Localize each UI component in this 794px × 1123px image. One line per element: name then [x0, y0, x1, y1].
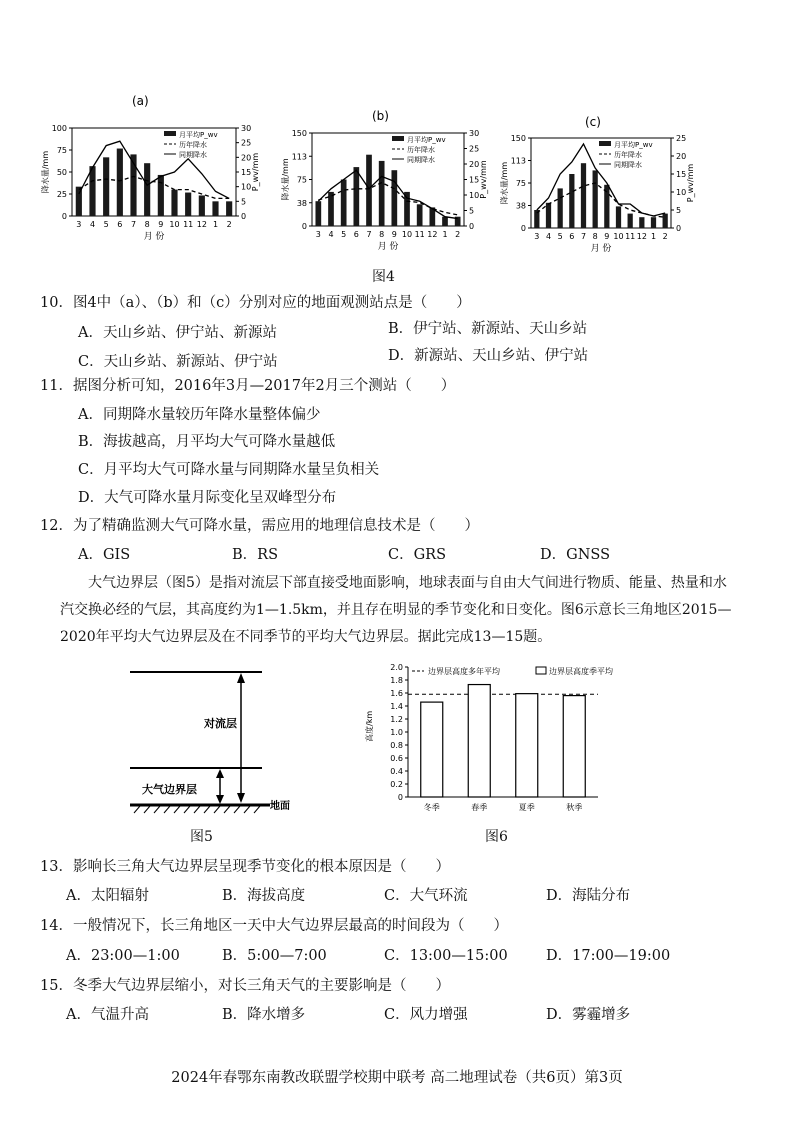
- month-tick-label: 6: [569, 232, 575, 241]
- q14-option-c: C．13:00—15:00: [384, 948, 508, 964]
- q11-option-d: D．大气可降水量月际变化呈双峰型分布: [78, 490, 337, 506]
- pwv-bar: [366, 155, 372, 226]
- month-tick-label: 8: [379, 230, 385, 239]
- page-footer: 2024年春鄂东南教改联盟学校期中联考 高二地理试卷（共6页）第3页: [171, 1070, 623, 1086]
- pwv-bar: [199, 195, 205, 216]
- q12-option-a: A．GIS: [78, 547, 131, 563]
- legend-label: 月平均P_wv: [614, 141, 653, 149]
- troposphere-label: 对流层: [204, 717, 237, 730]
- q13-stem: 13．影响长三角大气边界层呈现季节变化的根本原因是（ ）: [40, 859, 450, 875]
- right-tick-label: 25: [676, 134, 687, 143]
- month-tick-label: 2: [455, 230, 461, 239]
- right-tick-label: 10: [469, 191, 480, 200]
- chart-label: (c): [585, 115, 601, 129]
- right-axis-label: P_wv/mm: [251, 152, 260, 192]
- q14-stem: 14．一般情况下，长三角地区一天中大气边界层最高的时间段为（ ）: [40, 918, 508, 934]
- month-tick-label: 1: [442, 230, 448, 239]
- season-tick-label: 秋季: [566, 803, 583, 812]
- pwv-bar: [569, 174, 574, 228]
- season-bar: [421, 702, 443, 797]
- left-tick-label: 50: [56, 168, 67, 177]
- same-period-precip-line: [79, 141, 229, 198]
- legend-label: 历年降水: [179, 141, 207, 149]
- legend-swatch-pwv: [164, 131, 176, 136]
- month-tick-label: 4: [89, 220, 96, 229]
- month-tick-label: 11: [625, 232, 636, 241]
- legend-swatch-pwv: [599, 141, 611, 146]
- month-tick-label: 12: [636, 232, 647, 241]
- y-axis-label: 高度/km: [365, 710, 374, 742]
- y-tick-label: 0.8: [390, 741, 403, 750]
- ground-hatching: [134, 806, 260, 813]
- month-tick-label: 2: [226, 220, 232, 229]
- plot-frame: [72, 128, 236, 216]
- right-tick-label: 25: [469, 144, 480, 154]
- pwv-bar: [212, 201, 218, 216]
- q15-option-c: C．风力增强: [384, 1007, 468, 1023]
- q15-stem: 15．冬季大气边界层缩小，对长三角天气的主要影响是（ ）: [40, 978, 450, 994]
- right-tick-label: 15: [469, 175, 480, 185]
- season-tick-label: 夏季: [518, 803, 535, 812]
- month-tick-label: 6: [117, 220, 123, 229]
- boundary-arrow-head-down: [216, 795, 224, 804]
- q10-option-d: D．新源站、天山乡站、伊宁站: [388, 348, 589, 364]
- right-tick-label: 0: [241, 212, 247, 221]
- boundary-layer-label: 大气边界层: [142, 783, 197, 796]
- q15-option-b: B．降水增多: [222, 1007, 306, 1023]
- pwv-bar: [639, 217, 644, 228]
- pwv-bar: [158, 175, 164, 216]
- chart-c: [499, 115, 695, 254]
- month-tick-label: 6: [353, 230, 359, 239]
- month-tick-label: 8: [144, 220, 150, 229]
- right-tick-label: 20: [469, 160, 480, 169]
- q10-option-b: B．伊宁站、新源站、天山乡站: [388, 321, 588, 337]
- q12-option-c: C．GRS: [388, 547, 447, 563]
- left-tick-label: 150: [510, 134, 526, 143]
- right-tick-label: 5: [241, 197, 247, 207]
- pwv-bar: [89, 166, 95, 216]
- q12-option-b: B．RS: [232, 547, 279, 563]
- month-tick-label: 7: [366, 230, 372, 239]
- month-tick-label: 12: [427, 230, 438, 239]
- legend-label: 同期降水: [407, 156, 435, 164]
- pwv-bar: [546, 203, 551, 228]
- pwv-bar: [103, 157, 109, 216]
- chart-label: (a): [132, 94, 149, 108]
- q14-option-a: A．23:00—1:00: [66, 948, 180, 964]
- q12-stem: 12．为了精确监测大气可降水量，需应用的地理信息技术是（ ）: [40, 518, 479, 534]
- month-tick-label: 9: [391, 230, 397, 239]
- pwv-bar: [117, 149, 123, 216]
- season-bar: [468, 685, 490, 797]
- season-tick-label: 春季: [471, 803, 488, 812]
- pwv-bar: [616, 206, 621, 228]
- right-axis-label: P_wv/mm: [479, 160, 488, 199]
- left-axis-label: 降水量/mm: [500, 161, 509, 205]
- pwv-bar: [442, 217, 448, 226]
- left-tick-label: 113: [291, 152, 307, 162]
- left-tick-label: 75: [515, 179, 526, 188]
- historical-precip-line: [537, 183, 665, 217]
- same-period-precip-line: [537, 144, 665, 216]
- legend-swatch-season: [536, 667, 546, 674]
- month-tick-label: 3: [76, 220, 82, 229]
- pwv-bar: [353, 167, 359, 226]
- ground-label: 地面: [270, 801, 290, 812]
- right-tick-label: 30: [241, 124, 252, 133]
- y-tick-label: 0.4: [390, 767, 403, 776]
- month-tick-label: 2: [662, 232, 668, 241]
- y-tick-label: 1.0: [390, 728, 403, 737]
- legend-label: 历年降水: [614, 151, 642, 159]
- left-axis-label: 降水量/mm: [41, 150, 50, 194]
- q14-option-b: B．5:00—7:00: [222, 948, 327, 964]
- left-tick-label: 0: [520, 224, 526, 233]
- q11-option-b: B．海拔越高，月平均大气可降水量越低: [78, 434, 336, 450]
- legend: [164, 130, 218, 159]
- pwv-bar: [558, 188, 563, 228]
- boundary-arrow-head-up: [216, 769, 224, 778]
- pwv-bar: [144, 163, 150, 216]
- y-tick-label: 1.6: [390, 689, 403, 698]
- legend-swatch-pwv: [392, 136, 404, 141]
- month-tick-label: 4: [545, 232, 552, 241]
- q15-option-d: D．雾霾增多: [546, 1007, 631, 1023]
- y-tick-label: 0.2: [390, 780, 403, 789]
- left-tick-label: 150: [291, 129, 307, 138]
- y-tick-label: 1.2: [390, 715, 403, 724]
- month-tick-label: 9: [158, 220, 164, 229]
- month-tick-label: 10: [169, 220, 180, 229]
- chart-label: (b): [372, 109, 389, 123]
- left-tick-label: 38: [296, 198, 307, 208]
- pwv-bar: [391, 170, 397, 226]
- right-tick-label: 15: [241, 168, 252, 177]
- legend-label: 同期降水: [614, 161, 642, 169]
- q13-option-d: D．海陆分布: [546, 888, 631, 904]
- right-axis-label: P_wv/mm: [686, 163, 695, 203]
- y-tick-label: 1.4: [390, 702, 403, 711]
- pwv-bar: [663, 214, 668, 228]
- month-tick-label: 1: [212, 220, 219, 229]
- left-tick-label: 75: [56, 146, 67, 155]
- troposphere-arrow-head-up: [237, 673, 245, 683]
- right-tick-label: 0: [676, 224, 682, 233]
- pwv-bar: [404, 192, 410, 226]
- q10-option-c: C．天山乡站、新源站、伊宁站: [78, 354, 278, 370]
- figure6-caption: 图6: [485, 829, 508, 845]
- legend-label-season: 边界层高度季平均: [549, 667, 613, 676]
- q11-stem: 11．据图分析可知，2016年3月—2017年2月三个测站（ ）: [40, 378, 456, 394]
- y-tick-label: 1.8: [390, 676, 403, 685]
- figure5-caption: 图5: [190, 829, 213, 845]
- right-tick-label: 25: [241, 138, 252, 148]
- month-tick-label: 5: [557, 232, 563, 241]
- right-tick-label: 5: [676, 206, 682, 215]
- right-tick-label: 20: [676, 152, 687, 161]
- figure4-charts: [0, 0, 794, 290]
- figure6-chart: [360, 660, 630, 820]
- pwv-bar: [341, 180, 347, 227]
- month-tick-label: 12: [196, 220, 207, 229]
- q11-option-c: C．月平均大气可降水量与同期降水量呈负相关: [78, 462, 380, 478]
- legend-label: 历年降水: [407, 146, 435, 154]
- x-axis-label: 月 份: [590, 244, 612, 254]
- month-tick-label: 5: [341, 230, 347, 239]
- y-tick-label: 0: [397, 793, 403, 802]
- x-axis-label: 月 份: [143, 232, 165, 242]
- pwv-bar: [185, 193, 191, 216]
- legend-label-average: 边界层高度多年平均: [428, 667, 500, 676]
- pwv-bar: [593, 170, 598, 228]
- legend-label: 月平均P_wv: [179, 131, 218, 139]
- y-tick-label: 2.0: [390, 663, 403, 672]
- month-tick-label: 3: [315, 230, 321, 239]
- right-tick-label: 20: [241, 153, 252, 163]
- q10-stem: 10．图4中（a）、（b）和（c）分别对应的地面观测站点是（ ）: [40, 295, 471, 311]
- passage-text: 大气边界层（图5）是指对流层下部直接受地面影响，地球表面与自由大气间进行物质、能量、热量和水汽交换必经的气层，其高度约为1—1.5km，并且存在明显的季节变化和日变化。图6示意长三角地区2015—2020年平均大气边界层及在不同季节的平均大气边界层。据此完成13—15题。: [60, 575, 732, 645]
- legend: [392, 135, 446, 164]
- x-axis-label: 月 份: [377, 242, 399, 252]
- historical-precip-line: [318, 183, 457, 215]
- pwv-bar: [328, 192, 334, 226]
- left-tick-label: 0: [61, 212, 67, 221]
- month-tick-label: 1: [650, 232, 657, 241]
- y-tick-label: 0.6: [390, 754, 403, 763]
- right-tick-label: 30: [469, 129, 480, 138]
- chart-a: [40, 94, 260, 242]
- q15-option-a: A．气温升高: [66, 1007, 149, 1023]
- q13-option-a: A．太阳辐射: [66, 888, 149, 904]
- pwv-bar: [379, 161, 385, 226]
- left-axis-label: 降水量/mm: [281, 158, 290, 201]
- left-tick-label: 75: [296, 175, 307, 185]
- season-bar: [563, 696, 585, 797]
- right-tick-label: 0: [469, 222, 475, 231]
- month-tick-label: 10: [401, 230, 413, 239]
- pwv-bar: [226, 201, 232, 216]
- same-period-precip-line: [318, 170, 457, 218]
- pwv-bar: [315, 201, 321, 226]
- figure5-diagram: [120, 662, 290, 822]
- month-tick-label: 5: [103, 220, 109, 229]
- left-tick-label: 100: [51, 124, 67, 133]
- month-tick-label: 10: [613, 232, 624, 241]
- month-tick-label: 9: [604, 232, 610, 241]
- month-tick-label: 7: [130, 220, 137, 229]
- q12-option-d: D．GNSS: [540, 547, 611, 563]
- q10-option-a: A．天山乡站、伊宁站、新源站: [78, 325, 277, 341]
- q14-option-d: D．17:00—19:00: [546, 948, 671, 964]
- figure4-caption: 图4: [372, 269, 395, 285]
- pwv-bar: [171, 190, 177, 216]
- right-tick-label: 5: [469, 206, 475, 216]
- pwv-bar: [628, 214, 633, 228]
- season-bar: [516, 694, 538, 797]
- legend-label: 月平均P_wv: [407, 136, 446, 144]
- month-tick-label: 4: [328, 230, 334, 239]
- pwv-bar: [581, 163, 586, 228]
- chart-b: [280, 109, 488, 252]
- month-tick-label: 8: [592, 232, 598, 241]
- left-tick-label: 38: [515, 201, 526, 211]
- month-tick-label: 7: [580, 232, 587, 241]
- legend: [599, 140, 653, 169]
- right-tick-label: 10: [676, 188, 687, 197]
- q13-option-c: C．大气环流: [384, 888, 468, 904]
- right-tick-label: 15: [676, 170, 687, 179]
- pwv-bar: [417, 204, 423, 226]
- q11-option-a: A．同期降水量较历年降水量整体偏少: [78, 407, 321, 423]
- pwv-bar: [651, 217, 656, 228]
- right-tick-label: 10: [241, 182, 252, 192]
- q13-option-b: B．海拔高度: [222, 888, 306, 904]
- month-tick-label: 11: [183, 220, 194, 229]
- month-tick-label: 11: [414, 230, 425, 239]
- left-tick-label: 0: [301, 222, 307, 231]
- month-tick-label: 3: [534, 232, 540, 241]
- legend-label: 同期降水: [179, 151, 207, 159]
- left-tick-label: 113: [510, 156, 526, 166]
- troposphere-arrow-head-down: [237, 793, 245, 803]
- season-tick-label: 冬季: [423, 803, 440, 812]
- left-tick-label: 25: [56, 190, 67, 199]
